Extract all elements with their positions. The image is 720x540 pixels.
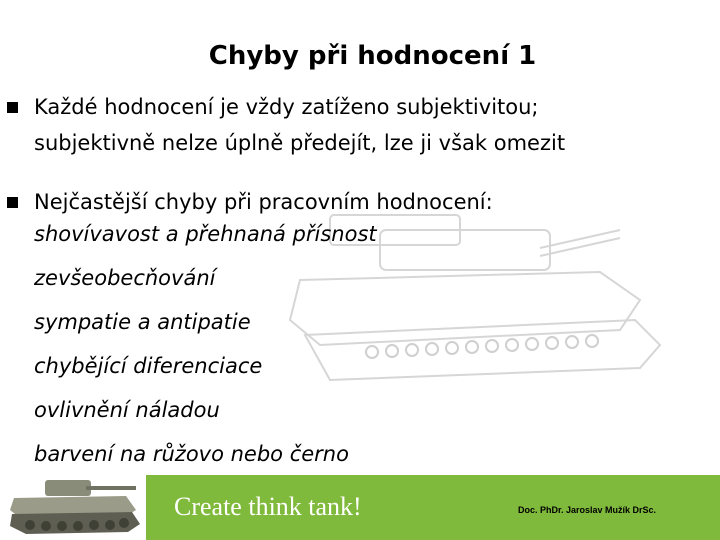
footer-author: Doc. PhDr. Jaroslav Mužík DrSc. bbox=[518, 505, 657, 515]
footer-band bbox=[146, 475, 720, 540]
square-bullet-icon bbox=[7, 102, 18, 113]
slide-title: Chyby při hodnocení 1 bbox=[208, 41, 537, 71]
list-item: zevšeobecňování bbox=[34, 266, 216, 290]
footer-slogan: Create think tank! bbox=[174, 492, 362, 521]
error-list bbox=[34, 212, 654, 476]
bullet-line: subjektivně nelze úplně předejít, lze ji však omezit bbox=[34, 131, 566, 155]
square-bullet-icon bbox=[7, 197, 18, 208]
list-item: chybějící diferenciace bbox=[34, 354, 263, 378]
list-item: barvení na růžovo nebo černo bbox=[34, 442, 349, 466]
list-item: sympatie a antipatie bbox=[34, 310, 251, 334]
tank-photo bbox=[0, 470, 146, 540]
list-item: ovlivnění náladou bbox=[34, 398, 220, 422]
bullet-line: Každé hodnocení je vždy zatíženo subjektivitou; bbox=[34, 95, 539, 119]
bullet-line: Nejčastější chyby při pracovním hodnocení: bbox=[34, 190, 493, 214]
list-item: shovívavost a přehnaná přísnost bbox=[34, 222, 377, 246]
bullet-text-1 bbox=[34, 89, 714, 161]
